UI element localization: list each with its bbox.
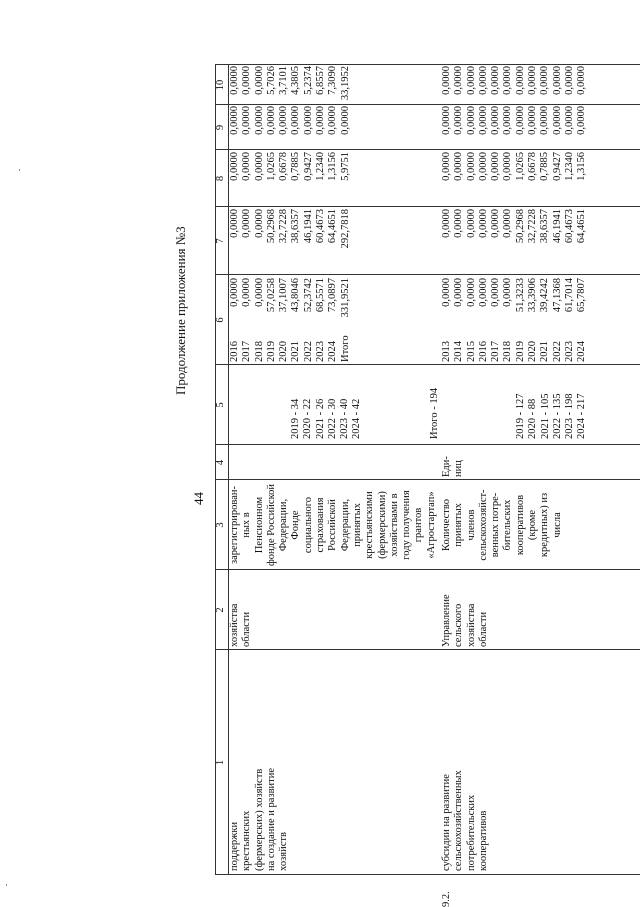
amount-cell: 0,0000 <box>278 106 290 135</box>
amount-cell: 0,0000 <box>490 209 502 238</box>
amount-cell: 0,0000 <box>490 278 502 307</box>
amount-cell: 0,0000 <box>315 106 327 135</box>
top-col3-text: зарегистрирован- ных в Пенсионном фонде Российской Федерации, Фонде социального страхования Российской Федерации, принятых крестьянскими (фермерскими) хозяйствами в году получения грантов «Агростартап» <box>229 483 437 567</box>
top-col10-values <box>229 66 352 103</box>
row-9-2-number: 9.2. <box>441 891 452 907</box>
target-value-cell: 2021 - 26 <box>314 398 326 439</box>
amount-cell: 61,7014 <box>563 278 575 313</box>
row-9-2-col4-text: Еди- ниц <box>441 456 465 477</box>
col-divider-7 <box>215 206 640 207</box>
amount-cell: 0,0000 <box>229 106 240 135</box>
amount-cell: 0,0000 <box>490 152 502 181</box>
row-9-2-col8-values <box>441 152 589 205</box>
row-9-2-col2-text: Управление сельского хозяйства области <box>441 594 489 647</box>
target-value-cell: 2022 - 135 <box>551 393 563 439</box>
scan-dot: · <box>5 880 8 890</box>
amount-cell: 1,0265 <box>514 152 526 181</box>
year-cell: 2016 <box>477 341 489 362</box>
header-col-9: 9 <box>215 124 226 131</box>
amount-cell: 38,6357 <box>290 209 302 244</box>
amount-cell: 0,0000 <box>453 152 465 181</box>
amount-cell: 1,2340 <box>563 152 575 181</box>
amount-cell: 38,6357 <box>539 209 551 244</box>
year-cell: 2019 <box>265 341 277 362</box>
amount-cell: 7,3090 <box>327 66 339 95</box>
year-cell: 2024 <box>327 341 339 362</box>
amount-cell: 50,2968 <box>514 209 526 244</box>
amount-cell: 1,3156 <box>327 152 339 181</box>
amount-cell: 0,0000 <box>527 106 539 135</box>
year-cell: 2023 <box>315 341 327 362</box>
col-divider-4 <box>215 444 640 445</box>
header-col-8: 8 <box>215 175 226 182</box>
amount-cell: 0,0000 <box>465 278 477 307</box>
amount-cell: 0,0000 <box>453 209 465 238</box>
top-years <box>229 330 352 362</box>
amount-cell: 0,0000 <box>441 209 452 238</box>
row-9-2-col5-lines <box>515 367 589 439</box>
top-col5-lines <box>290 367 364 439</box>
amount-cell: 0,0000 <box>453 66 465 95</box>
year-cell: 2024 <box>576 341 588 362</box>
amount-cell: 0,0000 <box>539 106 551 135</box>
target-value-cell: 2019 - 127 <box>515 393 526 439</box>
header-col-7: 7 <box>215 238 226 244</box>
amount-cell: 0,0000 <box>253 106 265 135</box>
amount-cell: 0,0000 <box>514 66 526 95</box>
col-divider-8 <box>215 149 640 150</box>
year-cell: 2013 <box>441 341 452 362</box>
target-value-cell: 2019 - 34 <box>290 398 301 439</box>
amount-cell: 0,0000 <box>563 66 575 95</box>
top-col7-values <box>229 209 352 273</box>
amount-cell: 0,0000 <box>490 106 502 135</box>
amount-cell: 1,2340 <box>315 152 327 181</box>
amount-cell: 0,0000 <box>241 152 253 181</box>
target-value-cell: 2024 - 217 <box>576 393 588 439</box>
amount-cell: 0,0000 <box>441 152 452 181</box>
top-col8-values <box>229 152 352 205</box>
amount-cell: 3,7101 <box>278 66 290 95</box>
target-value-cell: 2023 - 198 <box>564 393 576 439</box>
header-col-3: 3 <box>215 522 226 528</box>
amount-cell: 0,0000 <box>441 66 452 95</box>
amount-cell: 43,8046 <box>290 278 302 313</box>
amount-cell: 4,3805 <box>290 66 302 95</box>
amount-cell: 39,4242 <box>539 278 551 313</box>
amount-cell: 0,0000 <box>229 209 240 238</box>
top-col9-values <box>229 106 352 148</box>
amount-cell: 0,0000 <box>253 152 265 181</box>
amount-cell: 0,0000 <box>576 66 588 95</box>
amount-cell: 0,0000 <box>502 278 514 307</box>
amount-cell: 60,4673 <box>315 209 327 244</box>
amount-cell: 0,0000 <box>302 106 314 135</box>
year-cell: 2021 <box>539 341 551 362</box>
amount-cell: 0,0000 <box>502 209 514 238</box>
amount-cell: 0,0000 <box>477 209 489 238</box>
row-9-2-col5-total: Итого - 194 <box>429 387 440 439</box>
year-cell: 2019 <box>514 341 526 362</box>
table-left-border <box>215 874 640 875</box>
amount-cell: 0,0000 <box>514 106 526 135</box>
amount-cell: 0,0000 <box>327 106 339 135</box>
amount-cell: 57,0258 <box>265 278 277 313</box>
amount-cell: 0,0000 <box>551 106 563 135</box>
header-col-10: 10 <box>215 79 226 91</box>
amount-cell: 0,0000 <box>339 106 351 135</box>
amount-cell: 0,0000 <box>441 106 452 135</box>
amount-cell: 33,1952 <box>339 66 351 101</box>
year-cell: 2022 <box>551 341 563 362</box>
amount-cell: 0,0000 <box>465 106 477 135</box>
amount-cell: 0,0000 <box>465 209 477 238</box>
row-9-2-col9-values <box>441 106 589 148</box>
col-divider-1 <box>215 649 640 650</box>
target-value-cell: 2020 - 22 <box>302 398 314 439</box>
amount-cell: 0,0000 <box>441 278 452 307</box>
amount-cell: 1,3156 <box>576 152 588 181</box>
target-value-cell: 2023 - 40 <box>339 398 351 439</box>
amount-cell: 51,3233 <box>514 278 526 313</box>
appendix-label: Продолжение приложения №3 <box>173 226 188 395</box>
year-cell: 2018 <box>253 341 265 362</box>
amount-cell: 0,0000 <box>527 66 539 95</box>
amount-cell: 60,4673 <box>563 209 575 244</box>
amount-cell: 1,0265 <box>265 152 277 181</box>
amount-cell: 68,5571 <box>315 278 327 313</box>
amount-cell: 64,4651 <box>576 209 588 244</box>
amount-cell: 0,0000 <box>229 278 240 307</box>
amount-cell: 292,7818 <box>339 209 351 249</box>
year-cell: 2015 <box>465 341 477 362</box>
target-value-cell: 2021 - 105 <box>539 393 551 439</box>
amount-cell: 0,0000 <box>253 66 265 95</box>
header-col-4: 4 <box>215 459 226 466</box>
amount-cell: 50,2968 <box>265 209 277 244</box>
amount-cell: 0,6678 <box>527 152 539 181</box>
row-9-2-col6-values <box>441 278 589 330</box>
year-cell: 2020 <box>278 341 290 362</box>
top-col1-text: поддержки крестьянских (фермерских) хозяйств на создание и развитие хозяйств <box>229 767 290 871</box>
target-value-cell: 2024 - 42 <box>351 398 363 439</box>
amount-cell: 0,0000 <box>477 152 489 181</box>
year-cell: 2022 <box>302 341 314 362</box>
amount-cell: 0,0000 <box>241 106 253 135</box>
amount-cell: 0,0000 <box>229 66 240 95</box>
amount-cell: 0,7885 <box>539 152 551 181</box>
amount-cell: 6,8557 <box>315 66 327 95</box>
amount-cell: 0,0000 <box>290 106 302 135</box>
amount-cell: 0,0000 <box>539 66 551 95</box>
header-col-6: 6 <box>215 317 226 323</box>
col-divider-5 <box>215 364 640 365</box>
amount-cell: 0,9427 <box>302 152 314 181</box>
amount-cell: 37,1007 <box>278 278 290 313</box>
amount-cell: 0,0000 <box>241 209 253 238</box>
year-cell: 2020 <box>527 341 539 362</box>
amount-cell: 52,3742 <box>302 278 314 313</box>
amount-cell: 331,9521 <box>339 278 351 318</box>
page-number: 44 <box>191 492 206 505</box>
amount-cell: 0,0000 <box>241 278 253 307</box>
amount-cell: 0,0000 <box>229 152 240 181</box>
amount-cell: 0,0000 <box>502 106 514 135</box>
year-cell: 2023 <box>563 341 575 362</box>
top-col6-values <box>229 278 352 330</box>
scan-dot: · <box>18 165 21 175</box>
row-9-2-col10-values <box>441 66 589 103</box>
amount-cell: 0,0000 <box>477 66 489 95</box>
amount-cell: 5,9751 <box>339 152 351 181</box>
amount-cell: 64,4651 <box>327 209 339 244</box>
amount-cell: 32,7228 <box>278 209 290 244</box>
amount-cell: 65,7807 <box>576 278 588 313</box>
amount-cell: 0,0000 <box>453 278 465 307</box>
amount-cell: 46,1941 <box>302 209 314 244</box>
target-value-cell: 2022 - 30 <box>326 398 338 439</box>
amount-cell: 0,0000 <box>502 152 514 181</box>
amount-cell: 0,0000 <box>453 106 465 135</box>
amount-cell: 0,0000 <box>563 106 575 135</box>
amount-cell: 46,1941 <box>551 209 563 244</box>
year-cell: 2018 <box>502 341 514 362</box>
year-cell: 2021 <box>290 341 302 362</box>
row-9-2-col7-values <box>441 209 589 273</box>
amount-cell: 5,7026 <box>265 66 277 95</box>
amount-cell: 0,0000 <box>241 66 253 95</box>
amount-cell: 73,0897 <box>327 278 339 313</box>
amount-cell: 0,0000 <box>265 106 277 135</box>
top-col2-text: хозяйства области <box>229 603 253 647</box>
year-cell: 2016 <box>229 341 240 362</box>
col-divider-9 <box>215 104 640 105</box>
amount-cell: 0,7885 <box>290 152 302 181</box>
amount-cell: 0,0000 <box>253 209 265 238</box>
amount-cell: 0,0000 <box>551 66 563 95</box>
col-divider-6 <box>215 274 640 275</box>
rotated-table-page <box>95 30 640 907</box>
amount-cell: 47,1368 <box>551 278 563 313</box>
table-right-border <box>215 64 640 65</box>
year-cell: Итого <box>339 335 351 362</box>
amount-cell: 0,0000 <box>253 278 265 307</box>
target-value-cell: 2020 - 88 <box>527 398 539 439</box>
year-cell: 2017 <box>241 341 253 362</box>
amount-cell: 0,0000 <box>576 106 588 135</box>
amount-cell: 0,0000 <box>465 66 477 95</box>
row-9-2-years <box>441 330 589 362</box>
amount-cell: 5,2374 <box>302 66 314 95</box>
amount-cell: 32,7228 <box>527 209 539 244</box>
header-col-1: 1 <box>215 759 226 766</box>
year-cell: 2014 <box>453 341 465 362</box>
row-9-2-col1-text: субсидии на развитие сельскохозяйственных потребительских кооперативов <box>441 770 489 871</box>
amount-cell: 0,0000 <box>490 66 502 95</box>
amount-cell: 0,9427 <box>551 152 563 181</box>
amount-cell: 0,0000 <box>502 66 514 95</box>
amount-cell: 33,3906 <box>527 278 539 313</box>
header-col-2: 2 <box>215 607 226 613</box>
row-9-2-col3-text: Количество принятых членов сельскохозяйст- венных потре- бительских кооперативов (кроме кредитных) из числа <box>441 489 563 561</box>
header-col-5: 5 <box>215 402 226 408</box>
amount-cell: 0,0000 <box>465 152 477 181</box>
amount-cell: 0,0000 <box>477 278 489 307</box>
amount-cell: 0,6678 <box>278 152 290 181</box>
year-cell: 2017 <box>490 341 502 362</box>
amount-cell: 0,0000 <box>477 106 489 135</box>
